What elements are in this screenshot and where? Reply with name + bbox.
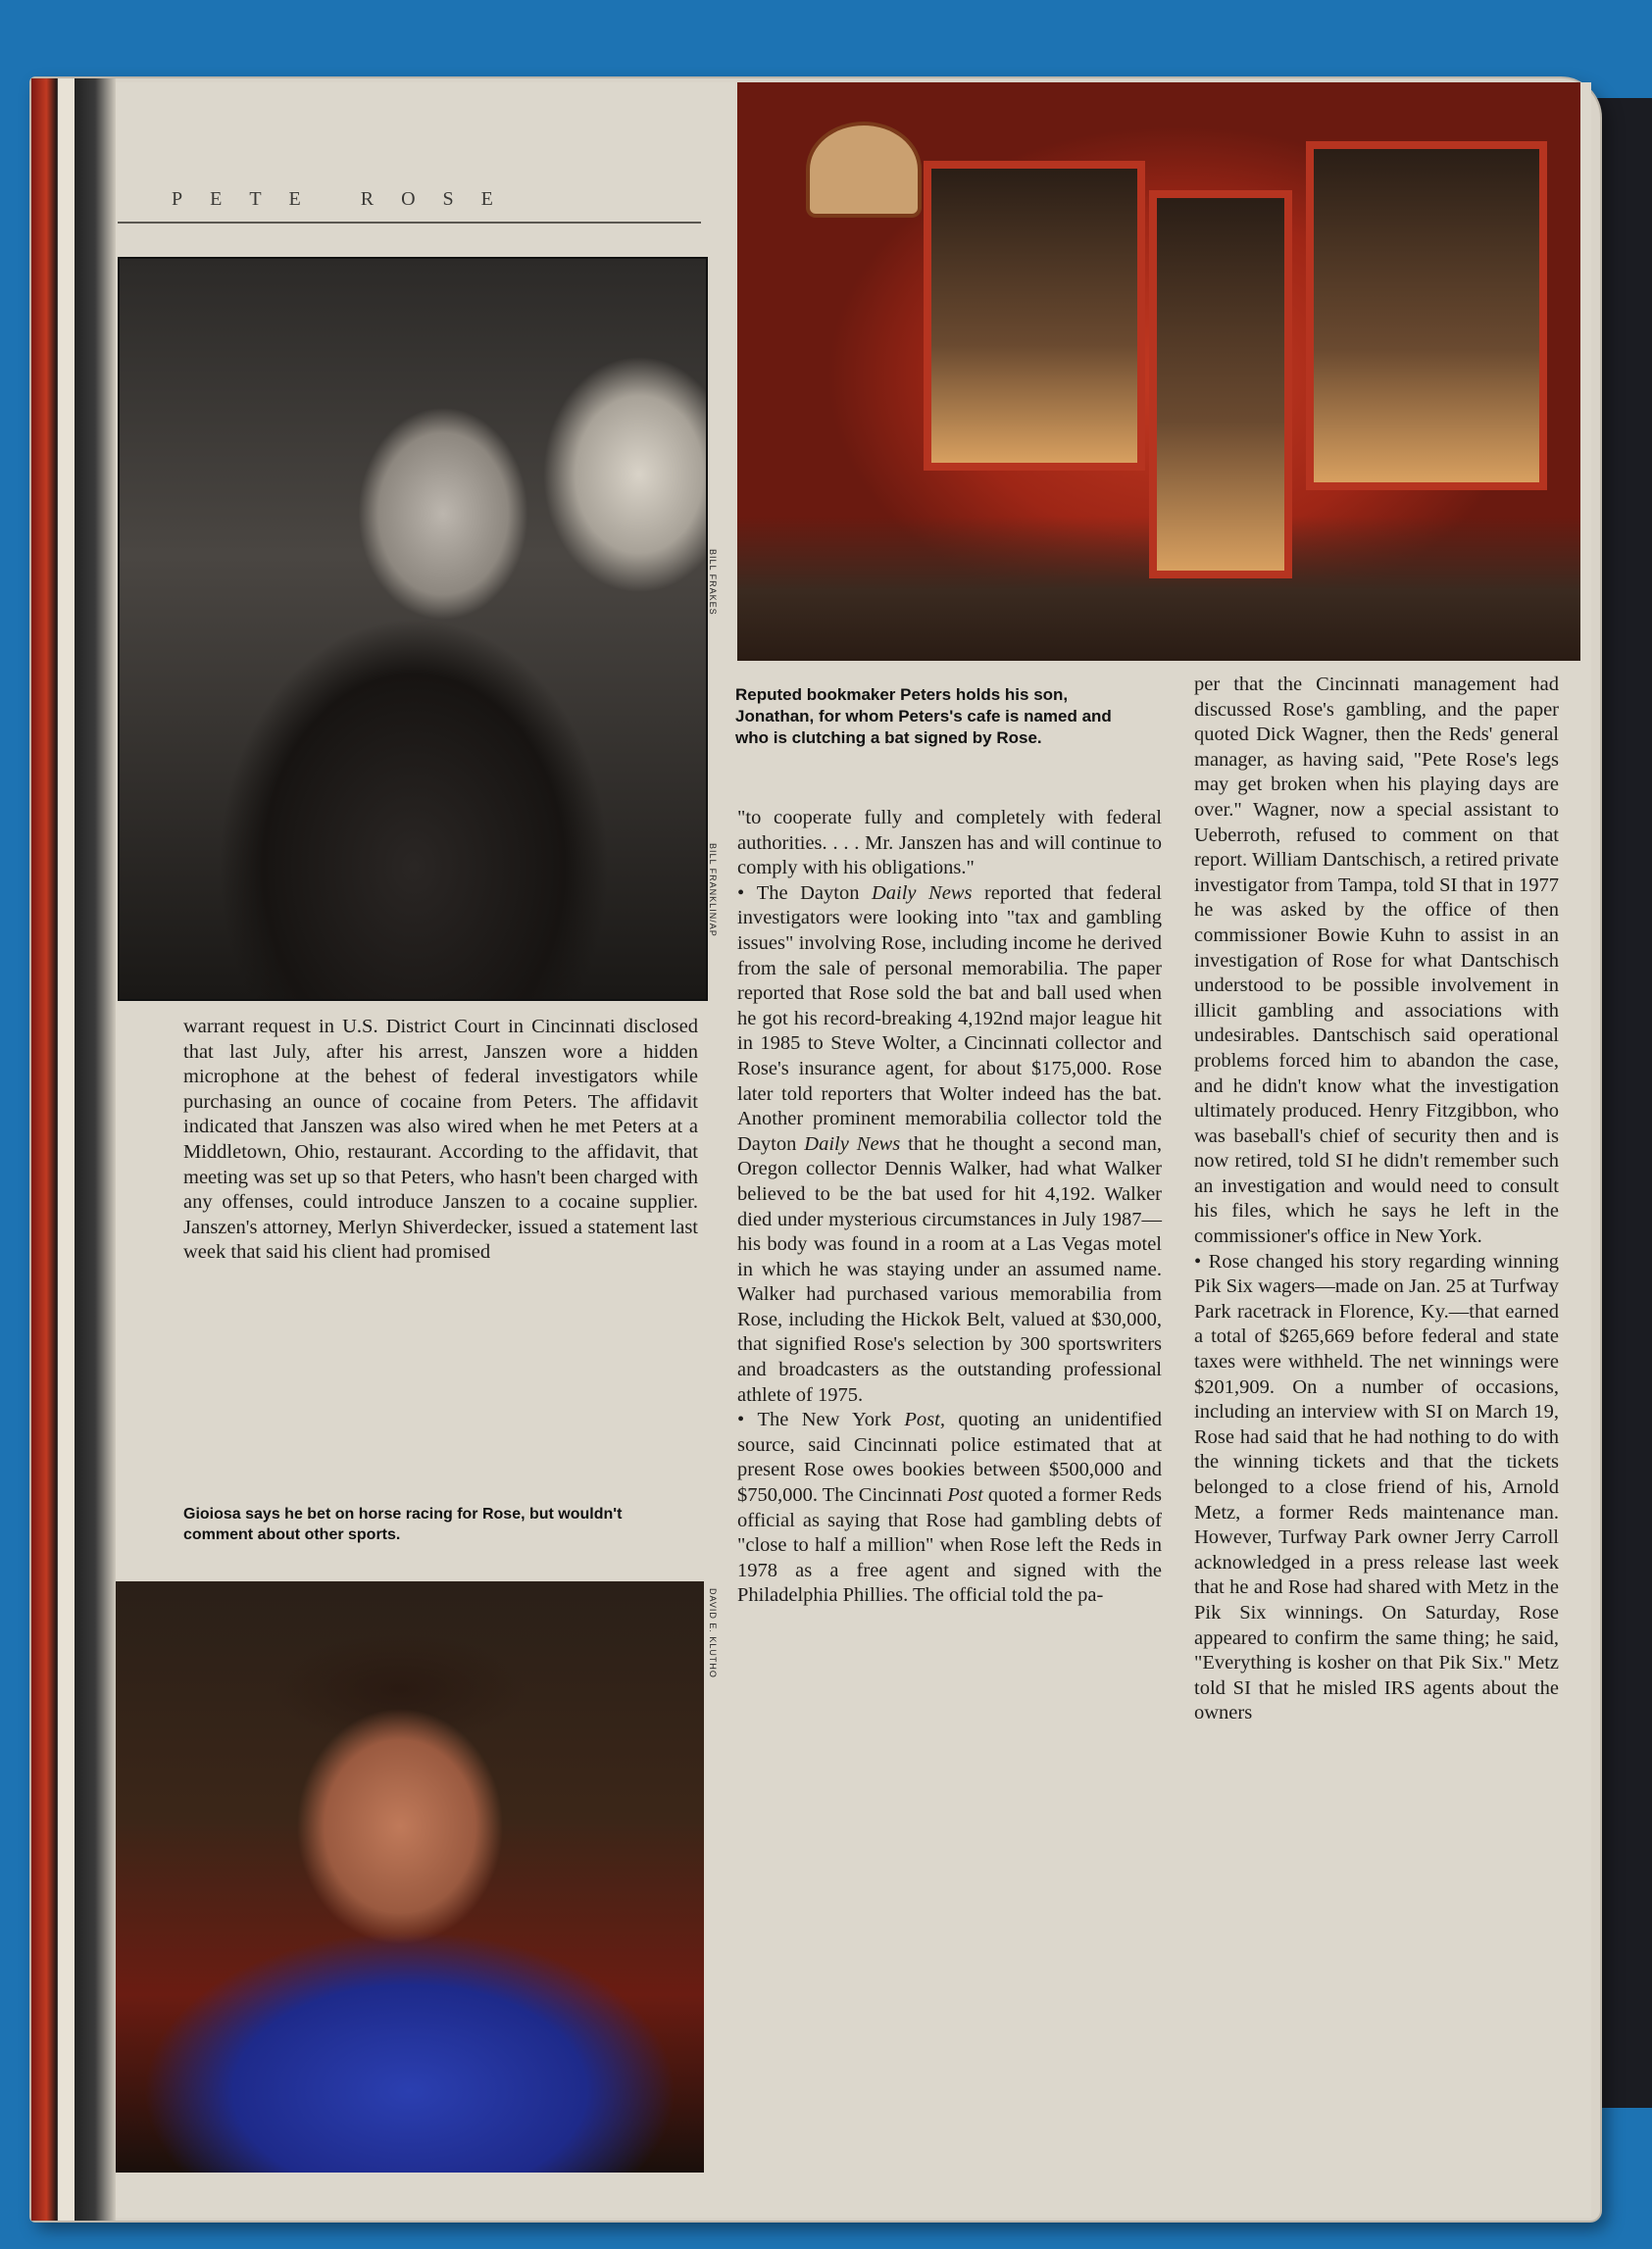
magazine-spine-edge — [31, 78, 75, 2221]
cafe-window-left — [924, 161, 1145, 471]
photo-peters-with-son — [118, 257, 708, 1001]
backdrop-dark-panel — [1593, 98, 1652, 2108]
photo-credit-peters-2: BILL FRANKLIN/AP — [708, 843, 718, 937]
photo-giolosa — [116, 1581, 704, 2173]
cafe-sign — [806, 122, 922, 218]
caption-giolosa: Gioiosa says he bet on horse racing for Rose, but wouldn't comment about other sports. — [183, 1506, 623, 1543]
article-col2-para-3: • The New York Post, quoting an unidentified source, said Cincinnati police estimated that at present Rose owes bookies between $500,000 and $750,000. The Cincinnati Post quoted a former Reds official as saying that Rose had gambling debts of "close to half a million" when Rose left the Reds in 1978 as a free agent and signed with the Philadelphia Phillies. The official told the pa- — [737, 1408, 1162, 1609]
running-head: PETE ROSE — [172, 188, 521, 210]
article-col2-para-1: "to cooperate fully and completely with federal authorities. . . . Mr. Janszen has and will continue to comply with his obligations." — [737, 807, 1162, 879]
photo-credit-peters: BILL FRAKES — [708, 549, 718, 616]
article-col1-text: warrant request in U.S. District Court in Cincinnati disclosed that last July, after his arrest, Janszen wore a hidden microphone at the behest of federal investigators while purchasing an ounce of cocaine from Peters. The affidavit indicated that Janszen was also wired when he met Peters at a Middletown, Ohio, restaurant. According to the affidavit, that meeting was set up so that Peters, who hasn't been charged with any offenses, could introduce Janszen to a cocaine supplier. Janszen's attorney, Merlyn Shiverdecker, issued a statement last week that said his client had promised — [183, 1016, 698, 1264]
running-head-rule — [118, 222, 701, 224]
article-col2-para-2: • The Dayton Daily News reported that federal investigators were looking into "tax and gambling issues" involving Rose, including income he derived from the sale of personal memorabilia. The paper reported that Rose sold the bat and ball used when he got his record-breaking 4,192nd major league hit in 1985 to Steve Wolter, a Cincinnati collector and Rose's insurance agent, for about $175,000. Rose later told reporters that Wolter indeed has the bat. Another prominent memorabilia collector told the Dayton Daily News that he thought a second man, Oregon collector Dennis Walker, had what Walker believed to be the bat used for hit 4,192. Walker died under mysterious circumstances in July 1987—his body was found in a room at a Las Vegas motel in which he was staying under an assumed name. Walker had purchased various memorabilia from Rose, including the Hickok Belt, valued at $30,000, that signified Rose's selection by 300 sportswriters and broadcasters as the outstanding professional athlete of 1975. — [737, 881, 1162, 1408]
cafe-window-right — [1306, 141, 1547, 490]
article-column-3 — [1194, 673, 1559, 1726]
photo-credit-giolosa: DAVID E. KLUTHO — [708, 1588, 718, 1678]
photo-jonathans-cafe — [737, 82, 1580, 661]
article-column-1 — [183, 1015, 698, 1266]
article-col3-para-1: per that the Cincinnati management had discussed Rose's gambling, and the paper quoted Dick Wagner, then the Reds' general manager, as having said, "Pete Rose's legs may get broken when his playing days are over." Wagner, now a special assistant to Ueberroth, refused to comment on that report. William Dantschisch, a retired private investigator from Tampa, told SI that in 1977 he was asked by the office of then commissioner Bowie Kuhn to assist in an investigation of Rose for what Dantschisch understood to be possible involvement in illicit gambling and associations with undesirables. Dantschisch said operational problems forced him to abandon the case, and he didn't know what the investigation ultimately produced. Henry Fitzgibbon, who was baseball's chief of security then and is now retired, told SI he didn't remember such an investigation and would need to consult his files, which he says he left in the commissioner's office in New York. — [1194, 674, 1559, 1248]
caption-peters: Reputed bookmaker Peters holds his son, Jonathan, for whom Peters's cafe is named and who is clutching a bat signed by Rose. — [735, 685, 1112, 747]
article-column-2 — [737, 806, 1162, 1609]
page-gutter — [75, 78, 116, 2221]
article-col3-para-2: • Rose changed his story regarding winning Pik Six wagers—made on Jan. 25 at Turfway Park racetrack in Florence, Ky.—that earned a total of $265,669 before federal and state taxes were withheld. The net winnings were $201,909. On a number of occasions, including an interview with SI on March 19, Rose had said that he had nothing to do with the winning tickets and that the tickets belonged to a close friend of his, Arnold Metz, a former Reds maintenance man. However, Turfway Park owner Jerry Carroll acknowledged in a press release last week that he and Rose had shared with Metz in the Pik Six winnings. On Saturday, Rose appeared to confirm the same thing; he said, "Everything is kosher on that Pik Six." Metz told SI that he misled IRS agents about the owners — [1194, 1250, 1559, 1726]
cafe-door — [1149, 190, 1292, 578]
